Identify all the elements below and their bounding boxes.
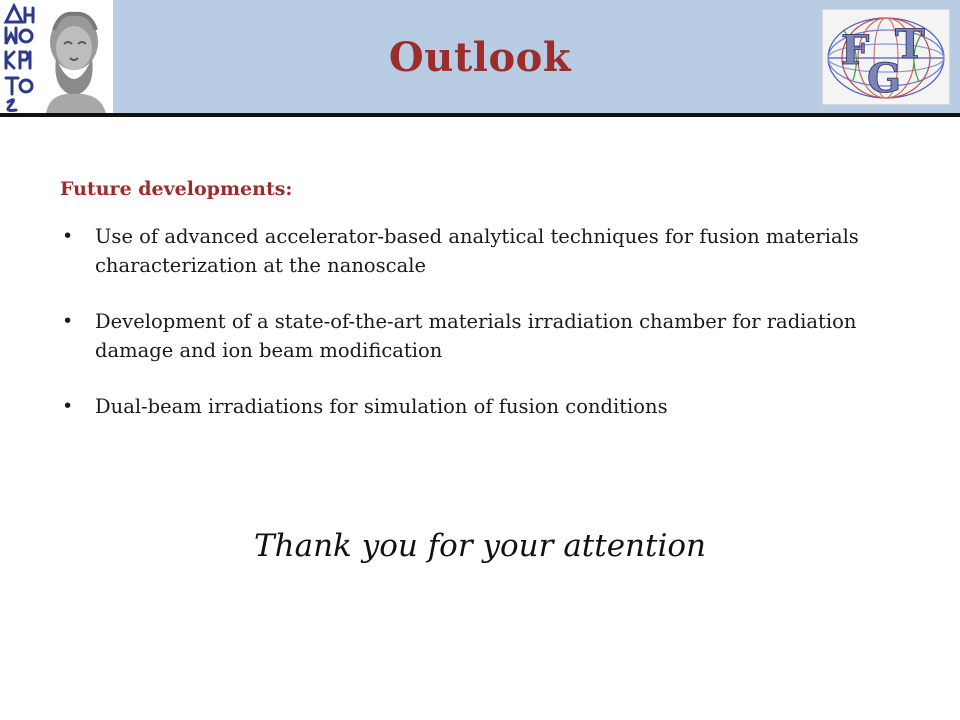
svg-text:G: G [867, 55, 902, 102]
slide-body [60, 178, 920, 448]
closing-message: Thank you for your attention [253, 528, 707, 564]
bullet-icon: • [62, 395, 74, 417]
bullet-text: Development of a state-of-the-art materials irradiation chamber for radiation damage and ion beam modification [95, 310, 857, 362]
bullet-text: Dual-beam irradiations for simulation of fusion conditions [95, 395, 668, 418]
bullet-item [60, 222, 920, 280]
bullet-icon: • [62, 225, 74, 247]
bullet-item [60, 307, 920, 365]
bullet-icon: • [62, 310, 74, 332]
bullet-item [60, 392, 920, 421]
subheading: Future developments: [60, 178, 293, 200]
bullet-text: Use of advanced accelerator-based analytical techniques for fusion materials characterization at the nanoscale [95, 225, 859, 277]
demokritos-logo [0, 0, 113, 113]
svg-text:T: T [895, 21, 925, 68]
fgt-logo [822, 9, 950, 105]
bullet-list [60, 222, 920, 421]
header-divider [0, 113, 960, 117]
slide-title: Outlook [388, 34, 572, 81]
svg-text:F: F [841, 27, 870, 74]
